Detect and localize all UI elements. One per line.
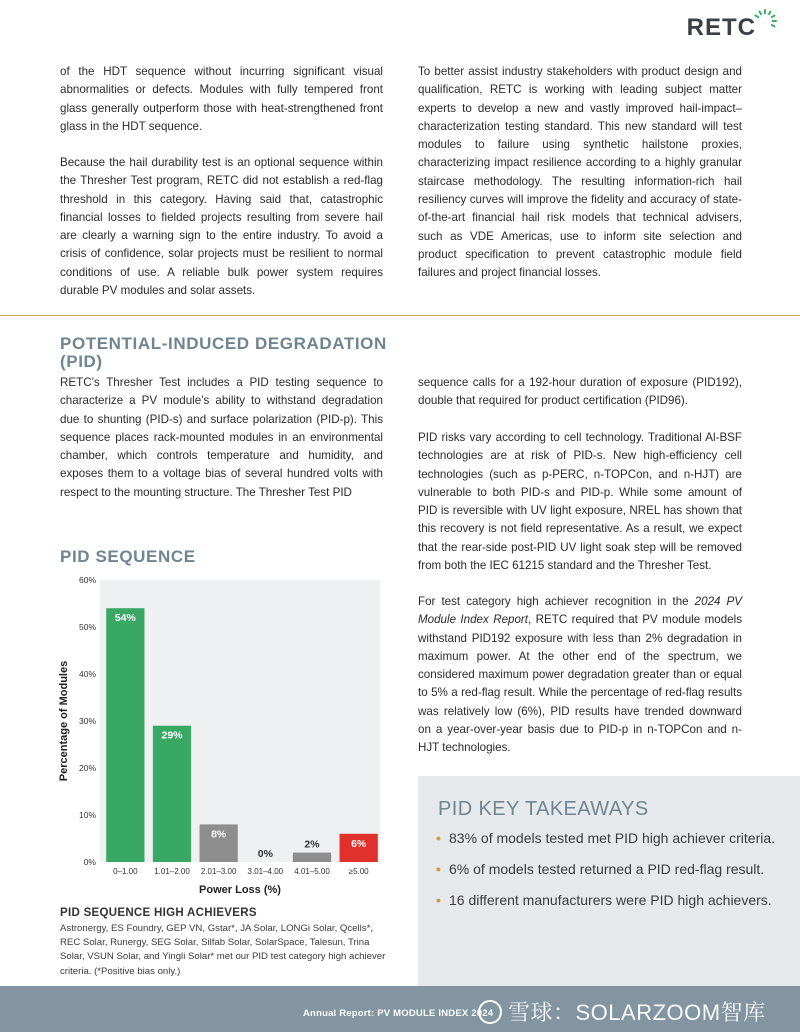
- watermark: 雪球：SOLARZOOM智库: [478, 996, 766, 1027]
- x-tick-label: ≥5.00: [348, 867, 369, 876]
- logo-text: RETC: [686, 14, 756, 41]
- bar-value-label: 2%: [304, 838, 320, 851]
- bullet-icon: •: [436, 830, 441, 846]
- y-tick-label: 30%: [78, 716, 96, 726]
- achievers-title: PID SEQUENCE HIGH ACHIEVERS: [60, 907, 257, 919]
- x-tick-label: 4.01–5.00: [294, 867, 330, 876]
- hdt-paragraph: of the HDT sequence without incurring significant visual abnormalities or defects. Modules with fully tempered front glass generally outperform those with heat-strengthened front glass in the HDT sequence.: [60, 65, 383, 133]
- pid-duration-paragraph: sequence calls for a 192-hour duration of exposure (PID192), double that required for product certification (PID96).: [418, 376, 742, 408]
- takeaways-list: [436, 828, 776, 921]
- y-tick-label: 10%: [78, 810, 96, 820]
- bar-value-label: 54%: [114, 612, 136, 625]
- bullet-icon: •: [436, 892, 441, 908]
- key-takeaways-box: [418, 776, 800, 986]
- x-tick-label: 2.01–3.00: [200, 867, 237, 876]
- bar: [293, 853, 331, 862]
- report-title: 2024 PV Module Index Report: [418, 595, 742, 627]
- takeaway-item: • 83% of models tested met PID high achiever criteria.: [436, 830, 776, 846]
- y-tick-label: 50%: [78, 622, 96, 632]
- y-tick-label: 40%: [78, 669, 96, 679]
- achievers-list: Astronergy, ES Foundry, GEP VN, Gstar*, JA Solar, LONGi Solar, Qcells*, REC Solar, Runergy, SEG Solar, Silfab Solar, SolarSpace, Talesun, Trina Solar, VSUN Solar, and Yingli Solar* met our PID test category high achiever criteria. (*Positive bias only.): [60, 923, 386, 977]
- x-tick-label: 0–1.00: [113, 867, 138, 876]
- x-axis-label: Power Loss (%): [199, 884, 281, 896]
- watermark-logo-icon: [478, 1000, 502, 1024]
- sun-gear-icon: [750, 6, 780, 36]
- bullet-icon: •: [436, 861, 441, 877]
- takeaways-title: PID KEY TAKEAWAYS: [438, 798, 649, 820]
- pid-risks-paragraph: PID risks vary according to cell technology. Traditional Al-BSF technologies are at risk of PID-s. New high-efficiency cell technologies (such as p-PERC, n-TOPCon, and n-HJT) are vulnerable to both PID-s and PID-p. While some amount of PID is reversible with UV light exposure, NREL has shown that this recovery is not field representative. As a result, we expect that the rear-side post-PID UV light soak step will be removed from both the IEC 61215 standard and the Thresher Test.: [418, 431, 742, 573]
- y-tick-label: 60%: [78, 575, 96, 585]
- takeaway-item: • 6% of models tested returned a PID red-flag result.: [436, 861, 765, 877]
- x-tick-label: 3.01–4.00: [247, 867, 284, 876]
- page-footer: [0, 986, 800, 1032]
- takeaway-item: • 16 different manufacturers were PID high achievers.: [436, 892, 772, 908]
- hail-redflag-paragraph: Because the hail durability test is an optional sequence within the Thresher Test program, RETC did not establish a red-flag threshold in this category. Having said that, catastrophic financial losses to fielded projects resulting from severe hail are clearly a warning sign to the entire industry. To avoid a crisis of confidence, solar projects must be resilient to normal conditions of use. A reliable bulk power system requires durable PV modules and solar assets.: [60, 156, 383, 298]
- pid-intro-paragraph: RETC’s Thresher Test includes a PID testing sequence to characterize a PV module’s ability to withstand degradation due to shunting (PID-s) and surface polarization (PID-p). This sequence places rack-mounted modules in an environmental chamber, which controls temperature and humidity, and exposes them to a voltage bias of several hundred volts with respect to the mounting structure. The Thresher Test PID: [60, 376, 383, 499]
- pid-sequence-chart: [56, 572, 386, 902]
- bar: [106, 608, 144, 862]
- y-axis-label: Percentage of Modules: [58, 660, 70, 782]
- retc-logo: [687, 14, 780, 42]
- chart-title: PID SEQUENCE: [60, 547, 196, 566]
- y-tick-label: 0%: [83, 857, 96, 867]
- bar: [153, 726, 191, 862]
- hail-standard-paragraph: To better assist industry stakeholders with product design and qualification, RETC is working with leading subject matter experts to develop a new and vastly improved hail-impact–characterization testing standard. This new standard will test modules to failure using synthetic hailstone proxies, characterizing impact resilience according to a highly granular staircase methodology. The resulting information-rich hail resiliency curves will improve the fidelity and accuracy of state-of-the-art financial hail risk models that technical advisers, such as VDE Americas, use to inform site selection and product specification to prevent catastrophic module field failures and project financial losses.: [418, 65, 742, 280]
- bar-value-label: 6%: [351, 837, 367, 850]
- section-divider: [0, 315, 800, 316]
- bar-value-label: 8%: [211, 828, 227, 841]
- footer-report-title: Annual Report: PV MODULE INDEX 2024: [303, 1008, 494, 1019]
- bar-value-label: 0%: [257, 848, 273, 860]
- pid-criteria-paragraph: For test category high achiever recognition in the 2024 PV Module Index Report, RETC required that PV module models withstand PID192 exposure with less than 2% degradation in maximum power. At the other end of the spectrum, we considered maximum power degradation greater than or equal to 5% a red-flag result. While the percentage of red-flag results was relatively low (6%), PID results have trended downward on a year-over-year basis due to PID-p in n-TOPCon and n-HJT technologies.: [418, 595, 742, 755]
- y-tick-label: 20%: [78, 763, 96, 773]
- bar-value-label: 29%: [161, 729, 183, 742]
- pid-section-title: POTENTIAL-INDUCED DEGRADATION (PID): [60, 334, 387, 371]
- x-tick-label: 1.01–2.00: [154, 867, 190, 876]
